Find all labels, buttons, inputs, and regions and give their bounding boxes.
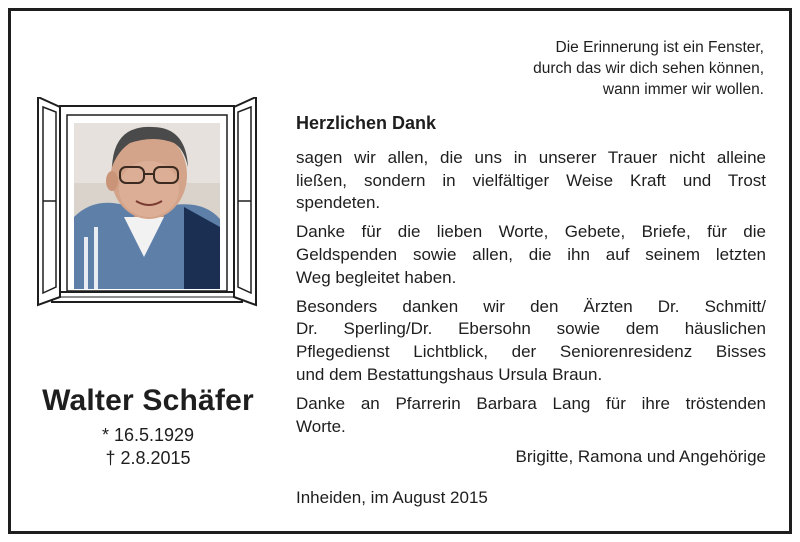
paragraph xyxy=(296,221,766,289)
window-shutter-right xyxy=(234,97,256,305)
paragraph xyxy=(296,147,766,215)
place-date: Inheiden, im August 2015 xyxy=(296,488,488,508)
text-line: Geldspenden sowie allen, die ihn auf seinem letzten xyxy=(296,244,766,264)
death-date: † 2.8.2015 xyxy=(105,448,191,468)
text-line: Besonders danken wir den Ärzten Dr. Schmitt/ xyxy=(296,296,766,316)
text-line: spendeten. xyxy=(296,193,381,213)
text-line: Dr. Sperling/Dr. Ebersohn sowie dem häuslichen xyxy=(296,319,766,339)
life-dates xyxy=(36,424,260,470)
text-line: sagen wir allen, die uns in unserer Trauer nicht alleine xyxy=(296,147,766,167)
text-line: Weg begleitet haben. xyxy=(296,267,457,287)
paragraph xyxy=(296,296,766,387)
paragraph xyxy=(296,393,766,439)
text-line: Pflegedienst Lichtblick, der Seniorenresidenz Bisses xyxy=(296,342,766,362)
portrait-photo xyxy=(74,123,220,289)
text-line: Worte. xyxy=(296,416,346,436)
memorial-quote xyxy=(464,37,764,100)
deceased-name: Walter Schäfer xyxy=(42,384,254,417)
quote-line: Die Erinnerung ist ein Fenster, xyxy=(555,39,764,56)
text-line: Danke für die lieben Worte, Gebete, Briefe, für die xyxy=(296,222,766,242)
quote-line: durch das wir dich sehen können, xyxy=(533,60,764,77)
window-portrait-illustration xyxy=(34,97,260,308)
text-line: Danke an Pfarrerin Barbara Lang für ihre tröstenden xyxy=(296,393,766,413)
text-line: und dem Bestattungshaus Ursula Braun. xyxy=(296,364,603,384)
quote-line: wann immer wir wollen. xyxy=(602,81,764,98)
thanks-text xyxy=(296,112,766,510)
signature: Brigitte, Ramona und Angehörige xyxy=(515,447,766,467)
text-line: ließen, sondern in vielfältiger Weise Kraft und Trost xyxy=(296,170,766,190)
window-shutter-left xyxy=(38,97,60,305)
thanks-heading: Herzlichen Dank xyxy=(296,113,437,133)
birth-date: * 16.5.1929 xyxy=(101,425,195,445)
